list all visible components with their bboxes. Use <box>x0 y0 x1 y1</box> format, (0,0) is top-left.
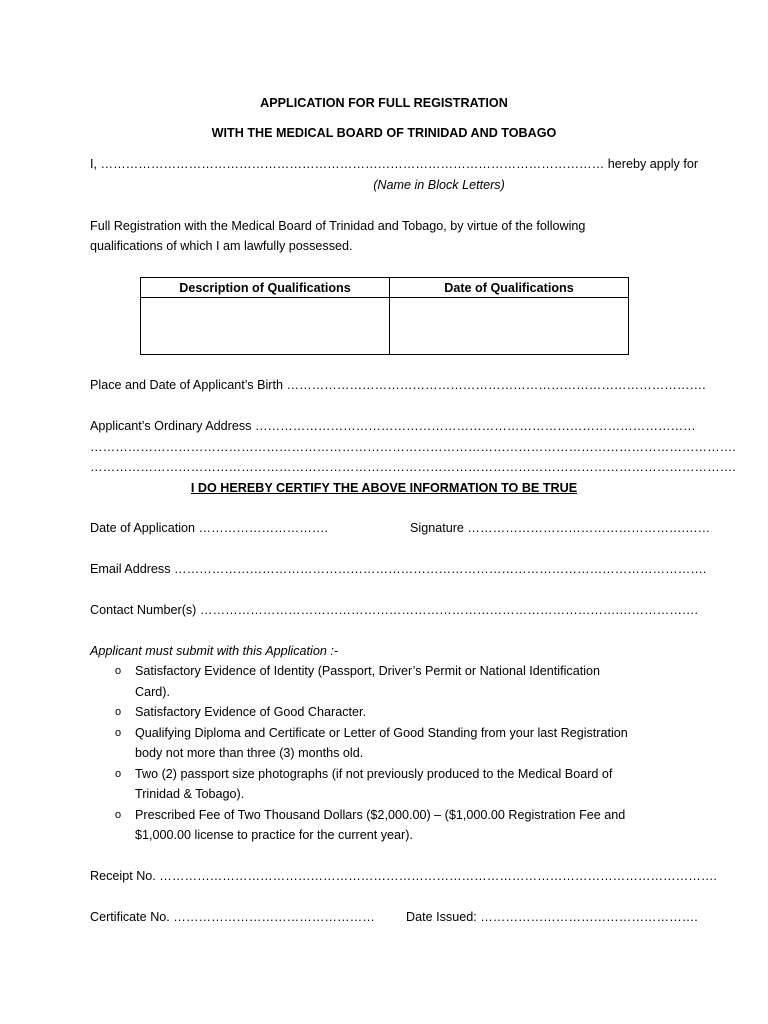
qualification-description-cell[interactable] <box>141 298 390 355</box>
form-title: APPLICATION FOR FULL REGISTRATION <box>260 96 508 110</box>
bullet-circle-icon: o <box>115 808 122 821</box>
requirement-line: Satisfactory Evidence of Good Character. <box>135 705 367 719</box>
bullet-circle-icon: o <box>115 706 122 718</box>
list-item <box>115 805 680 846</box>
form-subtitle: WITH THE MEDICAL BOARD OF TRINIDAD AND TOBAGO <box>211 126 557 140</box>
bullet-circle-icon: o <box>115 767 122 780</box>
list-item <box>115 702 680 723</box>
requirement-line: $1,000.00 license to practice for the current year). <box>135 828 413 842</box>
requirement-line: Prescribed Fee of Two Thousand Dollars ($2,000.00) – ($1,000.00 Registration Fee and <box>135 807 626 822</box>
requirement-line: Trinidad & Tobago). <box>135 787 245 801</box>
date-of-application-field[interactable]: Date of Application …………………………. <box>90 521 328 535</box>
contact-number-field[interactable]: Contact Number(s) ……………………………………………………………………………………….………………. <box>90 603 699 617</box>
requirement-line: Card). <box>135 684 170 699</box>
certificate-number-field[interactable]: Certificate No. ………………………………………… <box>90 910 375 924</box>
bullet-circle-icon: o <box>115 726 122 739</box>
requirements-list <box>115 661 680 846</box>
applicant-name-line[interactable]: I, ………………………………………………………………………………………………………… hereby apply for <box>90 157 699 171</box>
qualifications-header-date: Date of Qualifications <box>390 278 629 298</box>
requirements-heading: Applicant must submit with this Application :- <box>90 644 339 658</box>
certification-statement: I DO HEREBY CERTIFY THE ABOVE INFORMATION TO BE TRUE <box>190 481 578 495</box>
list-item <box>115 723 680 764</box>
name-hint: (Name in Block Letters) <box>373 178 505 192</box>
list-item <box>115 661 680 702</box>
birth-field[interactable]: Place and Date of Applicant’s Birth ………………………………………………………………………………………. <box>90 378 706 392</box>
list-item <box>115 764 680 805</box>
email-field[interactable]: Email Address ………………………………………………………………………………………………………………. <box>90 562 707 576</box>
requirement-line: body not more than three (3) months old. <box>135 746 364 760</box>
address-line-2[interactable]: ………………………………………………………………………………………………………………………………………. <box>90 440 736 454</box>
table-row <box>141 298 629 355</box>
requirement-line: Satisfactory Evidence of Identity (Passport, Driver’s Permit or National Identification <box>135 664 601 678</box>
date-issued-field[interactable]: Date Issued: ……………………………………………. <box>406 910 698 924</box>
qualifications-table <box>140 277 629 355</box>
address-field[interactable]: Applicant’s Ordinary Address …………………………………………………………………………………………… <box>90 419 696 433</box>
requirement-line: Qualifying Diploma and Certificate or Letter of Good Standing from your last Registration <box>135 725 628 740</box>
qualification-date-cell[interactable] <box>390 298 629 355</box>
intro-line-1: Full Registration with the Medical Board of Trinidad and Tobago, by virtue of the following <box>90 219 586 233</box>
requirement-line: Two (2) passport size photographs (if not previously produced to the Medical Board of <box>135 766 613 781</box>
address-line-3[interactable]: ………………………………………………………………………………………………………………………………………. <box>90 460 736 474</box>
bullet-circle-icon: o <box>115 665 122 677</box>
qualifications-header-description: Description of Qualifications <box>141 278 390 298</box>
receipt-number-field[interactable]: Receipt No. ……………………………………………………………………………………………………………………. <box>90 869 717 883</box>
signature-field[interactable]: Signature …………………………………………….…… <box>410 521 711 535</box>
intro-line-2: qualifications of which I am lawfully possessed. <box>90 239 353 253</box>
